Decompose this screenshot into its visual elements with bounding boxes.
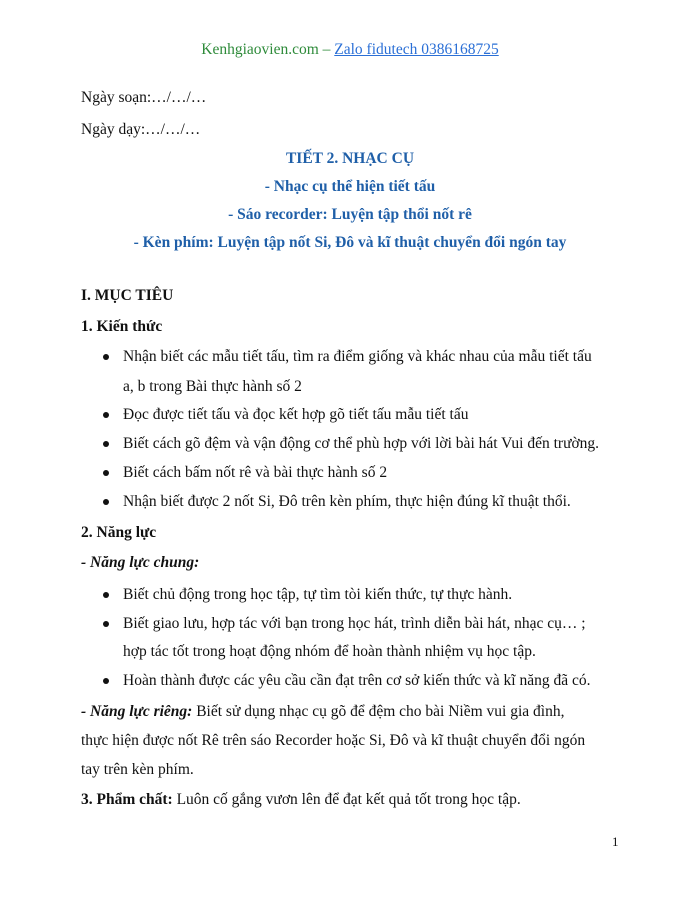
- bullet-icon: [103, 499, 109, 505]
- general-item-1: Biết chủ động trong học tập, tự tìm tòi kiến thức, tự thực hành.: [123, 586, 513, 603]
- knowledge-item-4: Biết cách bấm nốt rê và bài thực hành số 2: [123, 464, 388, 481]
- page-number: 1: [612, 834, 619, 849]
- specific-competence-text-3: tay trên kèn phím.: [81, 761, 194, 778]
- teach-date: Ngày dạy:…/…/…: [81, 121, 201, 138]
- bullet-icon: [103, 592, 109, 598]
- lesson-subtitle-1: - Nhạc cụ thể hiện tiết tấu: [264, 178, 436, 195]
- header-separator: –: [318, 41, 335, 58]
- prep-date: Ngày soạn:…/…/…: [81, 89, 207, 106]
- bullet-icon: [103, 470, 109, 476]
- bullet-icon: [103, 441, 109, 447]
- knowledge-item-1-cont: a, b trong Bài thực hành số 2: [123, 378, 302, 395]
- bullet-icon: [103, 354, 109, 360]
- page-header: [0, 41, 700, 59]
- knowledge-item-1: Nhận biết các mẫu tiết tấu, tìm ra điểm giống và khác nhau của mẫu tiết tấu: [123, 348, 592, 365]
- section-heading-objectives: I. MỤC TIÊU: [81, 287, 174, 304]
- subheading-competence: 2. Năng lực: [81, 524, 157, 541]
- header-site[interactable]: Kenhgiaovien.com: [201, 41, 319, 58]
- header-contact-link[interactable]: Zalo fidutech 0386168725: [334, 41, 499, 58]
- quality-text: Luôn cố gắng vươn lên để đạt kết quả tốt trong học tập.: [172, 791, 521, 808]
- knowledge-item-3: Biết cách gõ đệm và vận động cơ thể phù hợp với lời bài hát Vui đến trường.: [123, 435, 600, 452]
- specific-competence: [81, 702, 564, 722]
- general-item-3: Hoàn thành được các yêu cầu cần đạt trên cơ sở kiến thức và kĩ năng đã có.: [123, 672, 591, 689]
- general-item-2-cont: hợp tác tốt trong hoạt động nhóm để hoàn thành nhiệm vụ học tập.: [123, 643, 536, 660]
- lesson-subtitle-2: - Sáo recorder: Luyện tập thổi nốt rê: [228, 206, 472, 223]
- lesson-title: TIẾT 2. NHẠC CỤ: [285, 150, 415, 167]
- knowledge-item-2: Đọc được tiết tấu và đọc kết hợp gõ tiết tấu mẫu tiết tấu: [123, 406, 469, 423]
- quality-paragraph: [81, 790, 521, 810]
- bullet-icon: [103, 412, 109, 418]
- quality-label: 3. Phẩm chất:: [81, 791, 173, 808]
- general-competence-label: - Năng lực chung:: [81, 554, 200, 571]
- subheading-knowledge: 1. Kiến thức: [81, 318, 163, 335]
- knowledge-item-5: Nhận biết được 2 nốt Si, Đô trên kèn phím, thực hiện đúng kĩ thuật thổi.: [123, 493, 571, 510]
- lesson-subtitle-3: - Kèn phím: Luyện tập nốt Si, Đô và kĩ thuật chuyển đổi ngón tay: [133, 234, 567, 251]
- bullet-icon: [103, 678, 109, 684]
- bullet-icon: [103, 621, 109, 627]
- general-item-2: Biết giao lưu, hợp tác với bạn trong học hát, trình diễn bài hát, nhạc cụ… ;: [123, 615, 586, 632]
- specific-competence-text-1: Biết sử dụng nhạc cụ gõ để đệm cho bài Niềm vui gia đình,: [192, 703, 565, 720]
- specific-competence-label: - Năng lực riêng:: [81, 703, 193, 720]
- specific-competence-text-2: thực hiện được nốt Rê trên sáo Recorder hoặc Si, Đô và kĩ thuật chuyển đổi ngón: [81, 732, 586, 749]
